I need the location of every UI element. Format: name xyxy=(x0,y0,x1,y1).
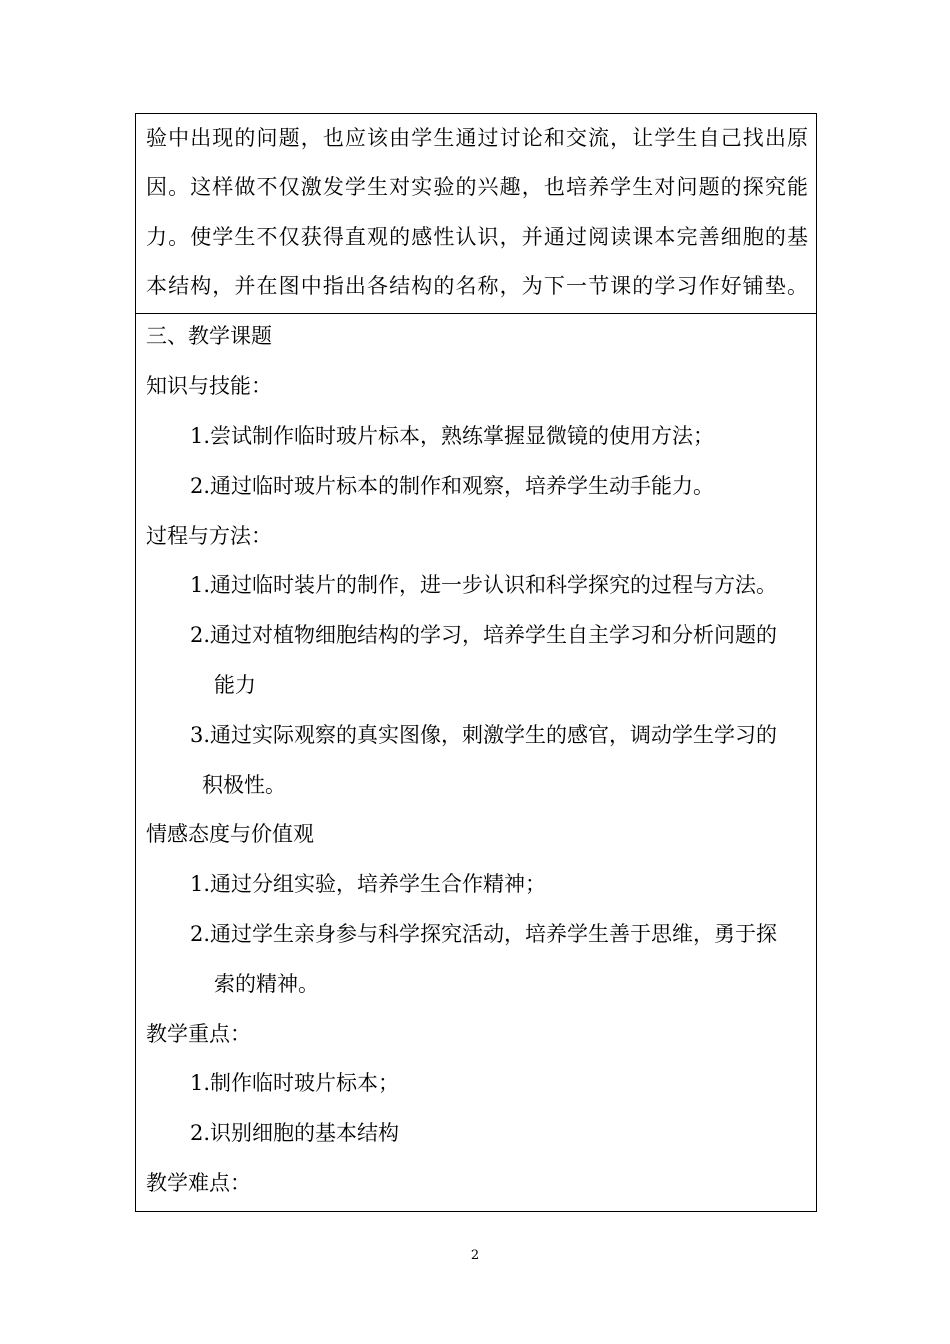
emotion-heading: 情感态度与价值观 xyxy=(146,822,314,846)
process-heading: 过程与方法： xyxy=(146,524,272,548)
list-item: 1.制作临时玻片标本； xyxy=(190,1071,400,1095)
list-item: 1.尝试制作临时玻片标本，熟练掌握显微镜的使用方法； xyxy=(190,424,715,448)
list-item: 2.通过对植物细胞结构的学习，培养学生自主学习和分析问题的 xyxy=(190,623,778,647)
page-number: 2 xyxy=(470,1248,480,1263)
intro-line: 验中出现的问题，也应该由学生通过讨论和交流，让学生自己找出原 xyxy=(146,126,808,150)
list-item: 1.通过分组实验，培养学生合作精神； xyxy=(190,872,547,896)
intro-cell xyxy=(136,114,816,314)
list-item: 1.通过临时装片的制作，进一步认识和科学探究的过程与方法。 xyxy=(190,573,778,597)
knowledge-heading: 知识与技能： xyxy=(146,374,272,398)
difficulties-heading: 教学难点： xyxy=(146,1171,251,1195)
list-item: 3.通过实际观察的真实图像，刺激学生的感官，调动学生学习的 xyxy=(190,723,778,747)
list-item-continuation: 积极性。 xyxy=(202,773,286,797)
list-item: 2.识别细胞的基本结构 xyxy=(190,1121,400,1145)
list-item: 2.通过临时玻片标本的制作和观察，培养学生动手能力。 xyxy=(190,474,715,498)
section-title: 三、教学课题 xyxy=(146,324,272,348)
key-points-heading: 教学重点： xyxy=(146,1022,251,1046)
intro-line: 本结构，并在图中指出各结构的名称，为下一节课的学习作好铺垫。 xyxy=(146,274,808,298)
intro-line: 因。这样做不仅激发学生对实验的兴趣，也培养学生对问题的探究能 xyxy=(146,175,808,199)
list-item: 2.通过学生亲身参与科学探究活动，培养学生善于思维，勇于探 xyxy=(190,922,778,946)
list-item-continuation: 能力 xyxy=(214,673,256,697)
document-table xyxy=(135,113,817,1212)
list-item-continuation: 索的精神。 xyxy=(214,972,319,996)
objectives-cell xyxy=(136,314,816,1211)
intro-line: 力。使学生不仅获得直观的感性认识，并通过阅读课本完善细胞的基 xyxy=(146,225,808,249)
